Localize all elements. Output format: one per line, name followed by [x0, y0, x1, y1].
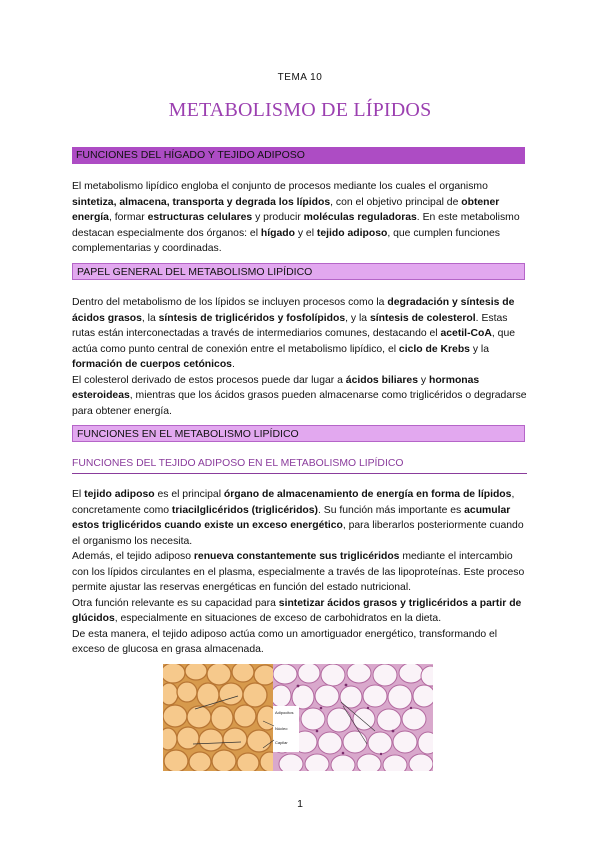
text-run: , concretamente como	[72, 489, 515, 516]
bold-text: hormonas esteroideas	[72, 374, 480, 401]
paragraph	[72, 627, 527, 658]
bold-text: síntesis de colesterol	[369, 312, 476, 324]
text-run: De esta manera, el tejido adiposo actúa como un amortiguador energético, transformando el exceso de glucosa en grasa almacenada.	[72, 628, 498, 655]
topic-number: TEMA 10	[277, 72, 323, 83]
section-2-body	[72, 295, 527, 419]
figure-label-capilar: Capilar	[275, 740, 288, 745]
text-run: es el principal	[154, 489, 224, 500]
text-run: , especialmente en situaciones de exceso de carbohidratos en la dieta.	[114, 613, 442, 624]
bold-text: obtener energía	[72, 196, 500, 223]
bold-text: formación de cuerpos cetónicos	[72, 359, 232, 370]
text-run: , la	[141, 312, 159, 324]
bold-text: síntesis de triglicéridos y fosfolípidos	[158, 312, 346, 324]
micrograph-image	[163, 664, 433, 771]
page-number: 1	[297, 798, 303, 810]
section-3-body	[72, 487, 527, 658]
text-run: . Estas rutas están interconectadas a través de intermediarios comunes, destacando el	[72, 312, 508, 339]
paragraph	[72, 295, 527, 373]
text-run: El colesterol derivado de estos procesos puede dar lugar a	[72, 374, 346, 386]
text-run: El	[72, 489, 85, 500]
text-run: El metabolismo lipídico engloba el conjunto de procesos mediante los cuales el organismo	[72, 181, 488, 192]
text-run: Dentro del metabolismo de los lípidos se incluyen procesos como la	[72, 297, 388, 308]
section-heading-higado-adiposo: FUNCIONES DEL HÍGADO Y TEJIDO ADIPOSO	[72, 147, 525, 164]
text-run: y	[418, 374, 429, 386]
bold-text: estructuras celulares	[147, 212, 253, 223]
adipose-tissue-micrograph	[163, 664, 433, 771]
bold-text: ciclo de Krebs	[398, 343, 470, 355]
bold-text: acetil-CoA	[440, 328, 492, 339]
text-run: , para liberarlos posteriormente cuando el organismo los necesita.	[72, 520, 524, 547]
bold-text: renueva constantemente sus triglicéridos	[193, 551, 400, 562]
text-run: mediante el intercambio con los lípidos circulantes en el plasma, especialmente a través de las lipoproteínas. Este proceso permite ajustar las reservas energéticas en función del estado nutricional.	[72, 551, 525, 593]
section-1-body	[72, 179, 527, 257]
bold-text: tejido adiposo	[316, 227, 388, 239]
text-run: Otra función relevante es su capacidad para	[72, 597, 279, 609]
subsection-heading-tejido-adiposo: FUNCIONES DEL TEJIDO ADIPOSO EN EL METABOLISMO LIPÍDICO	[72, 458, 527, 474]
text-run: , con el objetivo principal de	[330, 196, 462, 208]
bold-text: moléculas reguladoras	[303, 212, 417, 223]
bold-text: triacilglicéridos (triglicéridos)	[171, 504, 319, 516]
paragraph	[72, 179, 527, 257]
text-run: , que actúa como punto central de conexión entre el metabolismo lipídico, el	[72, 328, 516, 355]
section-heading-funciones: FUNCIONES EN EL METABOLISMO LIPÍDICO	[72, 425, 525, 442]
bold-text: sintetizar ácidos grasos y triglicéridos a partir de glúcidos	[72, 597, 522, 624]
text-run: , que cumplen funciones complementarias y coordinadas.	[72, 227, 500, 254]
text-run: , mientras que los ácidos grasos pueden almacenarse como triglicéridos o degradarse para obtener energía.	[72, 390, 527, 417]
figure-label-nucleo: Núcleo	[275, 726, 288, 731]
page-title: METABOLISMO DE LÍPIDOS	[168, 99, 432, 121]
stained-adipocytes-panel	[163, 664, 280, 771]
bold-text: hígado	[260, 227, 295, 239]
bold-text: degradación y síntesis de ácidos grasos	[72, 297, 515, 324]
text-run: .	[231, 359, 235, 370]
bold-text: acumular estos triglicéridos cuando existe un exceso energético	[72, 504, 511, 531]
text-run: , formar	[108, 212, 148, 223]
paragraph	[72, 596, 527, 627]
bold-text: órgano de almacenamiento de energía en forma de lípidos	[223, 489, 512, 500]
text-run: y la	[469, 343, 490, 355]
paragraph	[72, 549, 527, 596]
section-heading-papel-general: PAPEL GENERAL DEL METABOLISMO LIPÍDICO	[72, 263, 525, 280]
paragraph	[72, 487, 527, 549]
text-run: Además, el tejido adiposo	[72, 551, 194, 562]
text-run: . En este metabolismo destacan especialmente dos órganos: el	[72, 212, 520, 239]
bold-text: tejido adiposo	[84, 489, 155, 500]
text-run: , y la	[345, 312, 370, 324]
figure-label-adipocitos: Adipocitos	[275, 710, 294, 715]
text-run: y producir	[252, 212, 304, 223]
bold-text: sintetiza, almacena, transporta y degrada los lípidos	[72, 196, 331, 208]
text-run: . Su función más importante es	[318, 504, 465, 516]
paragraph	[72, 373, 527, 420]
bold-text: ácidos biliares	[345, 374, 418, 386]
text-run: y el	[294, 227, 317, 239]
